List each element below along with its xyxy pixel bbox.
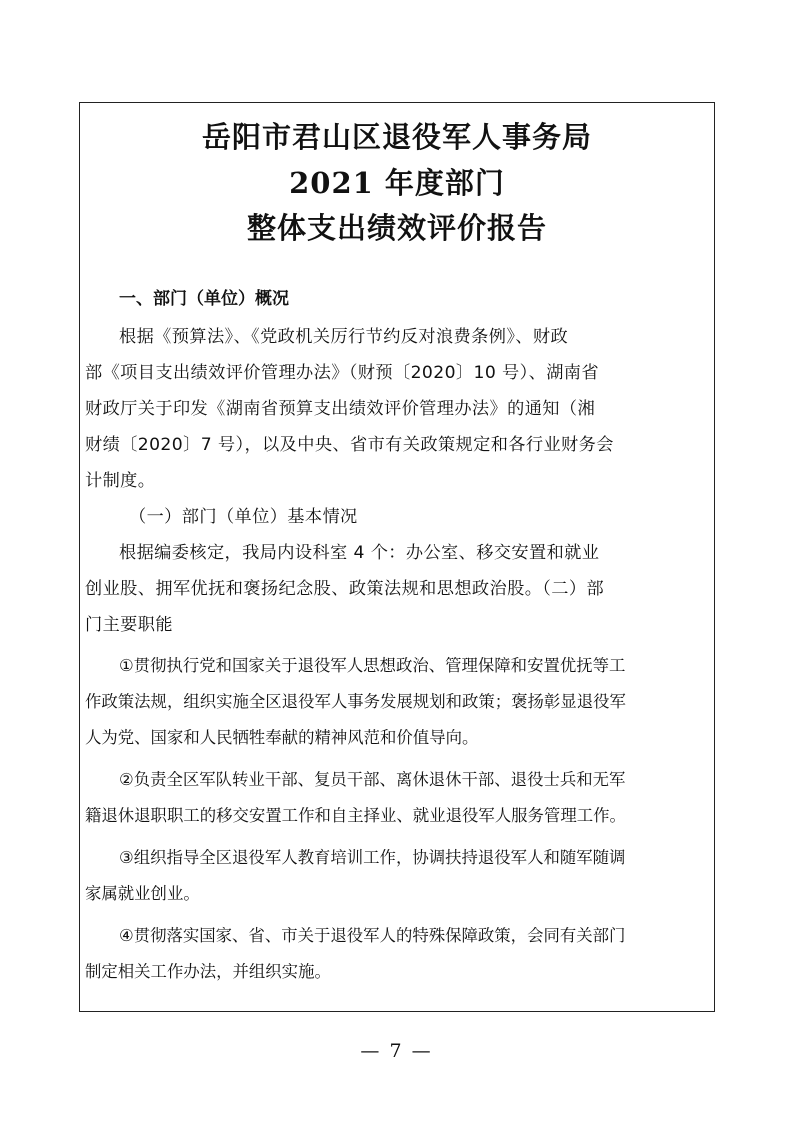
body-line: 财政厅关于印发《湖南省预算支出绩效评价管理办法》的通知（湘 [85,399,596,419]
duty-item: ②负责全区军队转业干部、复员干部、离休退休干部、退役士兵和无军 [119,770,626,789]
body-line: 门主要职能 [85,615,173,635]
body-line: 籍退休退职职工的移交安置工作和自主择业、就业退役军人服务管理工作。 [85,806,626,825]
title-line-1: 岳阳市君山区退役军人事务局 [201,120,592,154]
duty-item: ④贯彻落实国家、省、市关于退役军人的特殊保障政策，会同有关部门 [119,926,626,945]
body-line: 人为党、国家和人民牺牲奉献的精神风范和价值导向。 [85,728,479,747]
section-heading: 一、部门（单位）概况 [119,289,289,309]
body-line: 制定相关工作办法，并组织实施。 [85,962,331,981]
subsection-heading: （一）部门（单位）基本情况 [129,507,358,527]
title-line-3: 整体支出绩效评价报告 [246,211,547,245]
body-line: 创业股、拥军优抚和褒扬纪念股、政策法规和思想政治股。（二）部 [85,579,605,599]
body-line: 财绩〔2020〕7 号），以及中央、省市有关政策规定和各行业财务会 [85,435,614,455]
body-line: 根据《预算法》、《党政机关厉行节约反对浪费条例》、财政 [119,327,569,347]
body-line: 家属就业创业。 [85,884,200,903]
body-line: 部《项目支出绩效评价管理办法》（财预〔2020〕10 号）、湖南省 [85,363,599,383]
body-line: 作政策法规，组织实施全区退役军人事务发展规划和政策；褒扬彰显退役军 [85,692,626,711]
title-line-2: 2021 年度部门 [289,166,505,200]
report-frame [79,102,715,1012]
page-number: — 7 — [360,1040,433,1062]
duty-item: ③组织指导全区退役军人教育培训工作，协调扶持退役军人和随军随调 [119,848,626,867]
body-line: 根据编委核定，我局内设科室 4 个：办公室、移交安置和就业 [119,543,600,563]
duty-item: ①贯彻执行党和国家关于退役军人思想政治、管理保障和安置优抚等工 [119,656,626,675]
body-line: 计制度。 [85,471,156,491]
